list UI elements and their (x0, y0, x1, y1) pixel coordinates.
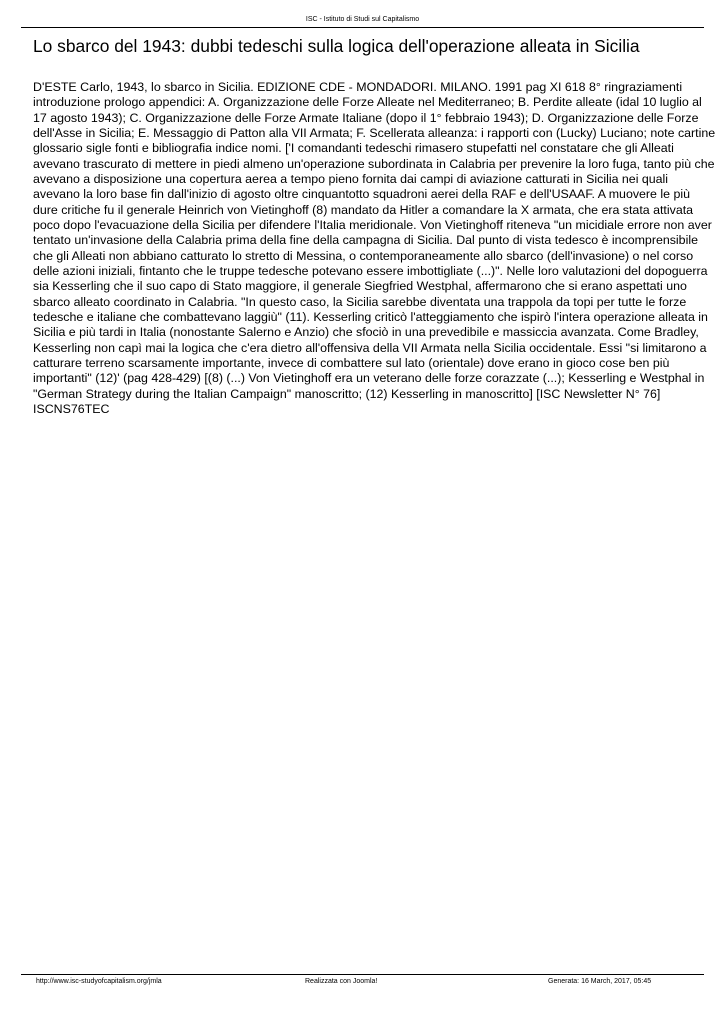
footer-credit: Realizzata con Joomla! (305, 978, 378, 985)
header-divider (21, 27, 704, 28)
article-title: Lo sbarco del 1943: dubbi tedeschi sulla logica dell'operazione alleata in Sicilia (33, 36, 640, 56)
article-body: D'ESTE Carlo, 1943, lo sbarco in Sicilia. EDIZIONE CDE - MONDADORI. MILANO. 1991 pag XI 618 8° ringraziamenti introduzione prologo appendici: A. Organizzazione delle Forze Alleate nel Mediterraneo; B. Perdite alleate (idal 10 luglio al 17 agosto 1943); C. Organizzazione delle Forze Armate Italiane (dopo il 1° febbraio 1943); D. Organizzazione delle Forze dell'Asse in Sicilia; E. Messaggio di Patton alla VII Armata; F. Scellerata alleanza: i rapporti con (Lucky) Luciano; note cartine glossario sigle fonti e bibliografia indice nomi. ['I comandanti tedeschi rimasero stupefatti nel constatare che gli Alleati avevano trascurato di mettere in piedi almeno un'operazione subordinata in Calabria per prevenire la loro fuga, tanto più che avevano a disposizione una copertura aerea a tempo pieno fornita dai campi di aviazione catturati in Sicilia nei quali avevano la loro base fin dall'inizio di agosto oltre cinquantotto squadroni aerei della RAF e dell'USAAF. A muovere le più dure critiche fu il generale Heinrich von Vietinghoff (8) mandato da Hitler a comandare la X armata, che era stata attivata poco dopo l'evacuazione della Sicilia per difendere l'Italia meridionale. Von Vietinghoff riteneva "un micidiale errore non aver tentato un'invasione della Calabria prima della fine della campagna di Sicilia. Dal punto di vista tedesco è incomprensibile che gli Alleati non abbiano catturato lo stretto di Messina, o contemporaneamente allo sbarco (dell'invasione) o nel corso delle azioni iniziali, fintanto che le truppe tedesche potevano essere imbottigliate (...)". Nelle loro valutazioni del dopoguerra sia Kesserling che il suo capo di Stato maggiore, il generale Siegfried Westphal, affermarono che si erano aspettati uno sbarco alleato coordinato in Calabria. "In questo caso, la Sicilia sarebbe diventata una trappola da topi per tutte le forze tedesche e italiane che combattevano laggiù" (11). Kesserling criticò l'atteggiamento che ispirò l'intera operazione alleata in Sicilia e più tardi in Italia (nonostante Salerno e Anzio) che sfociò in una prevedibile e massiccia avanzata. Come Bradley, Kesserling non capì mai la logica che c'era dietro all'offensiva della VII Armata nella Sicilia occidentale. Essi "si limitarono a catturare terreno scarsamente importante, invece di combattere sul lato (orientale) dove erano in gioco cose ben più importanti" (12)' (pag 428-429) [(8) (...) Von Vietinghoff era un veterano delle forze corazzate (...); Kesserling e Westphal in "German Strategy during the Italian Campaign" manoscritto; (12) Kesserling in manoscritto] [ISC Newsletter N° 76] ISCNS76TEC (33, 80, 716, 416)
footer-url: http://www.isc-studyofcapitalism.org/jmla (36, 978, 162, 985)
footer-generated-date: Generata: 16 March, 2017, 05:45 (548, 978, 652, 985)
footer-divider (21, 974, 704, 975)
site-header-title: ISC - Istituto di Studi sul Capitalismo (305, 16, 420, 23)
